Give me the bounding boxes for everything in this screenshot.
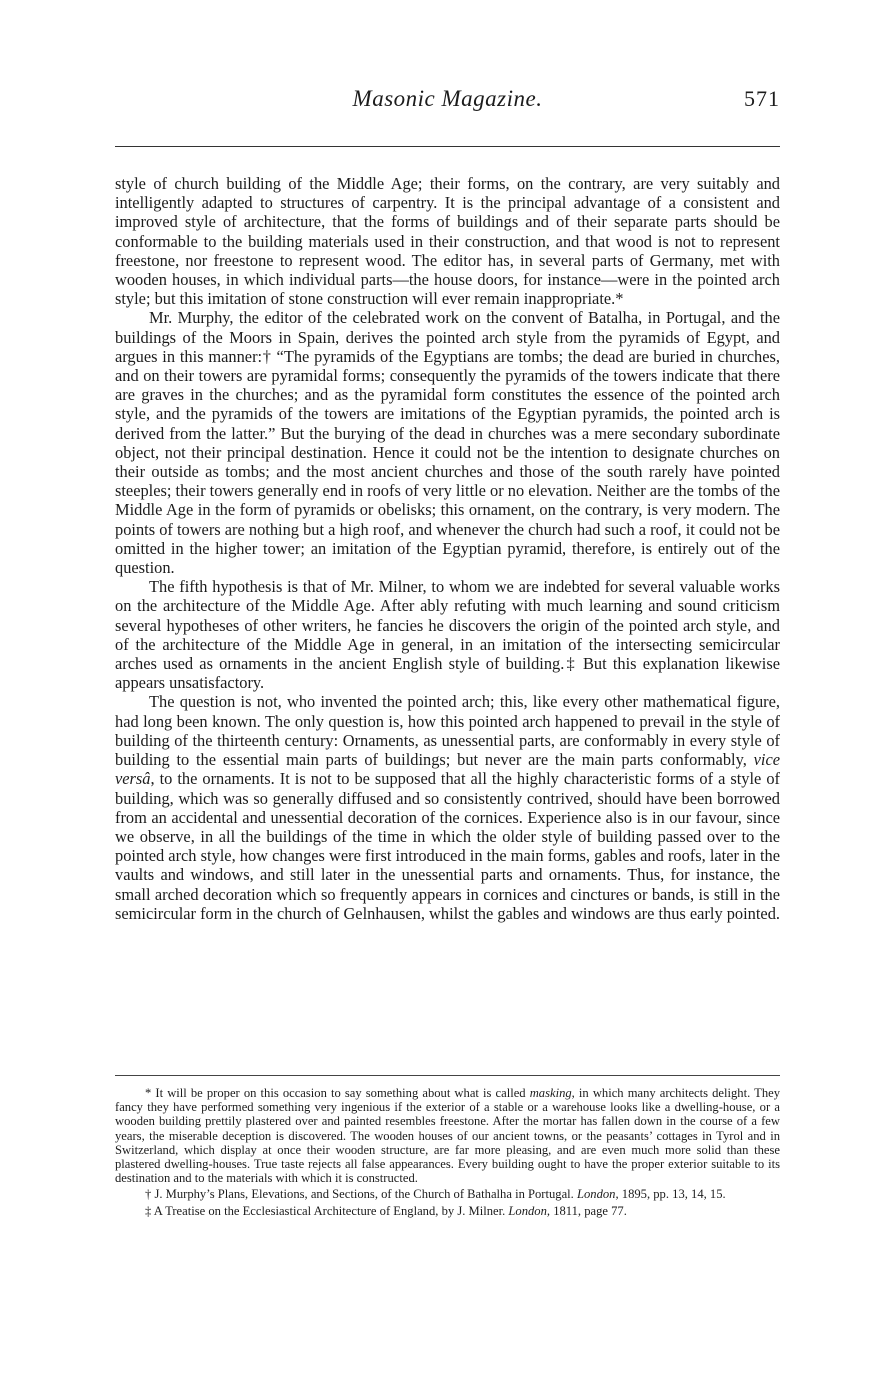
page-number: 571: [744, 86, 780, 111]
paragraph-2: Mr. Murphy, the editor of the celebrated work on the convent of Batalha, in Portugal, and the buildings of the Moors in Spain, derives the pointed arch style from the pyramids of Egypt, and argues in this manner:† “The pyramids of the Egyptians are tombs; the dead are buried in churches, and on their towers are pyramidal forms; consequently the pyramids of the towers indicate that there are graves in the churches; and as the pyramidal form constitutes the essence of the pointed arch style, and the pyramids of the towers are imitations of the Egyptian pyramids, the pointed arch is derived from the latter.” But the burying of the dead in churches was a mere secondary subordinate object, not their principal destination. Hence it could not be the intention to designate churches on their outside as tombs; and the most ancient churches and those of the south rarely have pointed steeples; their towers generally end in roofs of very little or no elevation. Neither are the tombs of the Middle Age in the form of pyramids or obelisks; this ornament, on the contrary, is very modern. The points of towers are nothing but a high roof, and whenever the church had such a roof, it could not be omitted in the higher tower; an imitation of the Egyptian pyramid, therefore, is entirely out of the question.: [115, 308, 780, 578]
footnote-1-part-a: * It will be proper on this occasion to say something about what is called: [145, 1086, 530, 1100]
footnotes: [115, 1086, 780, 1218]
footnote-1-part-b: , in which many architects delight. They fancy they have performed something very ingenious if the exterior of a stable or a warehouse looks like a dwelling-house, or a wooden building prettily plastered over and painted resembles freestone. After the mortar has fallen down in the course of a few years, the miserable deception is discovered. The wooden houses of our ancient towns, or the peasants’ cottages in Tyrol and in Switzerland, which display at once their wooden structure, are far more pleasing, and are even much more solid than these plastered dwelling-houses. True taste rejects all false appearances. Every building ought to have the proper exterior suitable to its destination and to the materials with which it is constructed.: [115, 1086, 780, 1186]
footnote-double-dagger: [115, 1204, 780, 1218]
paragraph-4: [115, 692, 780, 922]
footnote-asterisk: [115, 1086, 780, 1185]
paragraph-4-italic: vice versâ: [115, 750, 780, 789]
header-rule: [115, 146, 780, 147]
page-header: [115, 86, 780, 120]
main-text: [115, 174, 780, 923]
paragraph-4-part-b: , to the ornaments. It is not to be supposed that all the highly characteristic forms of a style of building, which was so generally diffused and so consistently contrived, should have been borrowed from an accidental and unessential decoration of the cornices. Experience also is in our favour, since we observe, in all the buildings of the time in which the older style of building passed over to the pointed arch style, how changes were first introduced in the main forms, gables and roofs, later in the vaults and windows, and still later in the unessential parts and ornaments. Thus, for instance, the small arched decoration which so frequently appears in cornices and cinctures or bands, is still in the semicircular form in the church of Gelnhausen, whilst the gables and windows are thus early pointed.: [115, 769, 780, 923]
footnote-1-italic: masking: [529, 1086, 572, 1100]
footnote-dagger: [115, 1187, 780, 1201]
footnote-3-part-a: ‡ A Treatise on the Ecclesiastical Architecture of England, by J. Milner.: [145, 1203, 509, 1218]
footnote-rule: [115, 1075, 780, 1076]
paragraph-1: style of church building of the Middle Age; their forms, on the contrary, are very suitably and intelligently adapted to structures of carpentry. It is the principal advantage of a consistent and improved style of architecture, that the forms of buildings and of their separate parts should be conformable to the building materials used in their construction, and that wood is not to represent freestone, nor freestone to represent wood. The editor has, in several parts of Germany, met with wooden houses, in which individual parts—the house doors, for instance—were in the pointed arch style; but this imitation of stone construction will ever remain inappropriate.*: [115, 174, 780, 309]
footnote-3-part-b: 1811, page 77.: [550, 1203, 627, 1218]
paragraph-3: The fifth hypothesis is that of Mr. Milner, to whom we are indebted for several valuable works on the architecture of the Middle Age. After ably refuting with much learning and sound criticism several hypotheses of other writers, he fancies he discovers the origin of the pointed arch style, and of the architecture of the Middle Age in general, in an imitation of the intersecting semicircular arches used as ornaments in the ancient English style of building.‡ But this explanation likewise appears unsatisfactory.: [115, 577, 780, 693]
footnote-2-part-b: 1895, pp. 13, 14, 15.: [618, 1187, 726, 1202]
footnote-3-italic: London,: [508, 1203, 551, 1218]
running-title: Masonic Magazine.: [352, 86, 543, 111]
footnote-2-part-a: † J. Murphy’s Plans, Elevations, and Sections, of the Church of Bathalha in Portugal.: [145, 1187, 577, 1202]
footnote-2-italic: London,: [576, 1187, 619, 1202]
paragraph-4-part-a: The question is not, who invented the pointed arch; this, like every other mathematical figure, had long been known. The only question is, how this pointed arch happened to prevail in the style of building of the thirteenth century: Ornaments, as unessential parts, are conformably in every style of building to the essential main parts of buildings; but never are the main parts conformably,: [115, 692, 780, 770]
